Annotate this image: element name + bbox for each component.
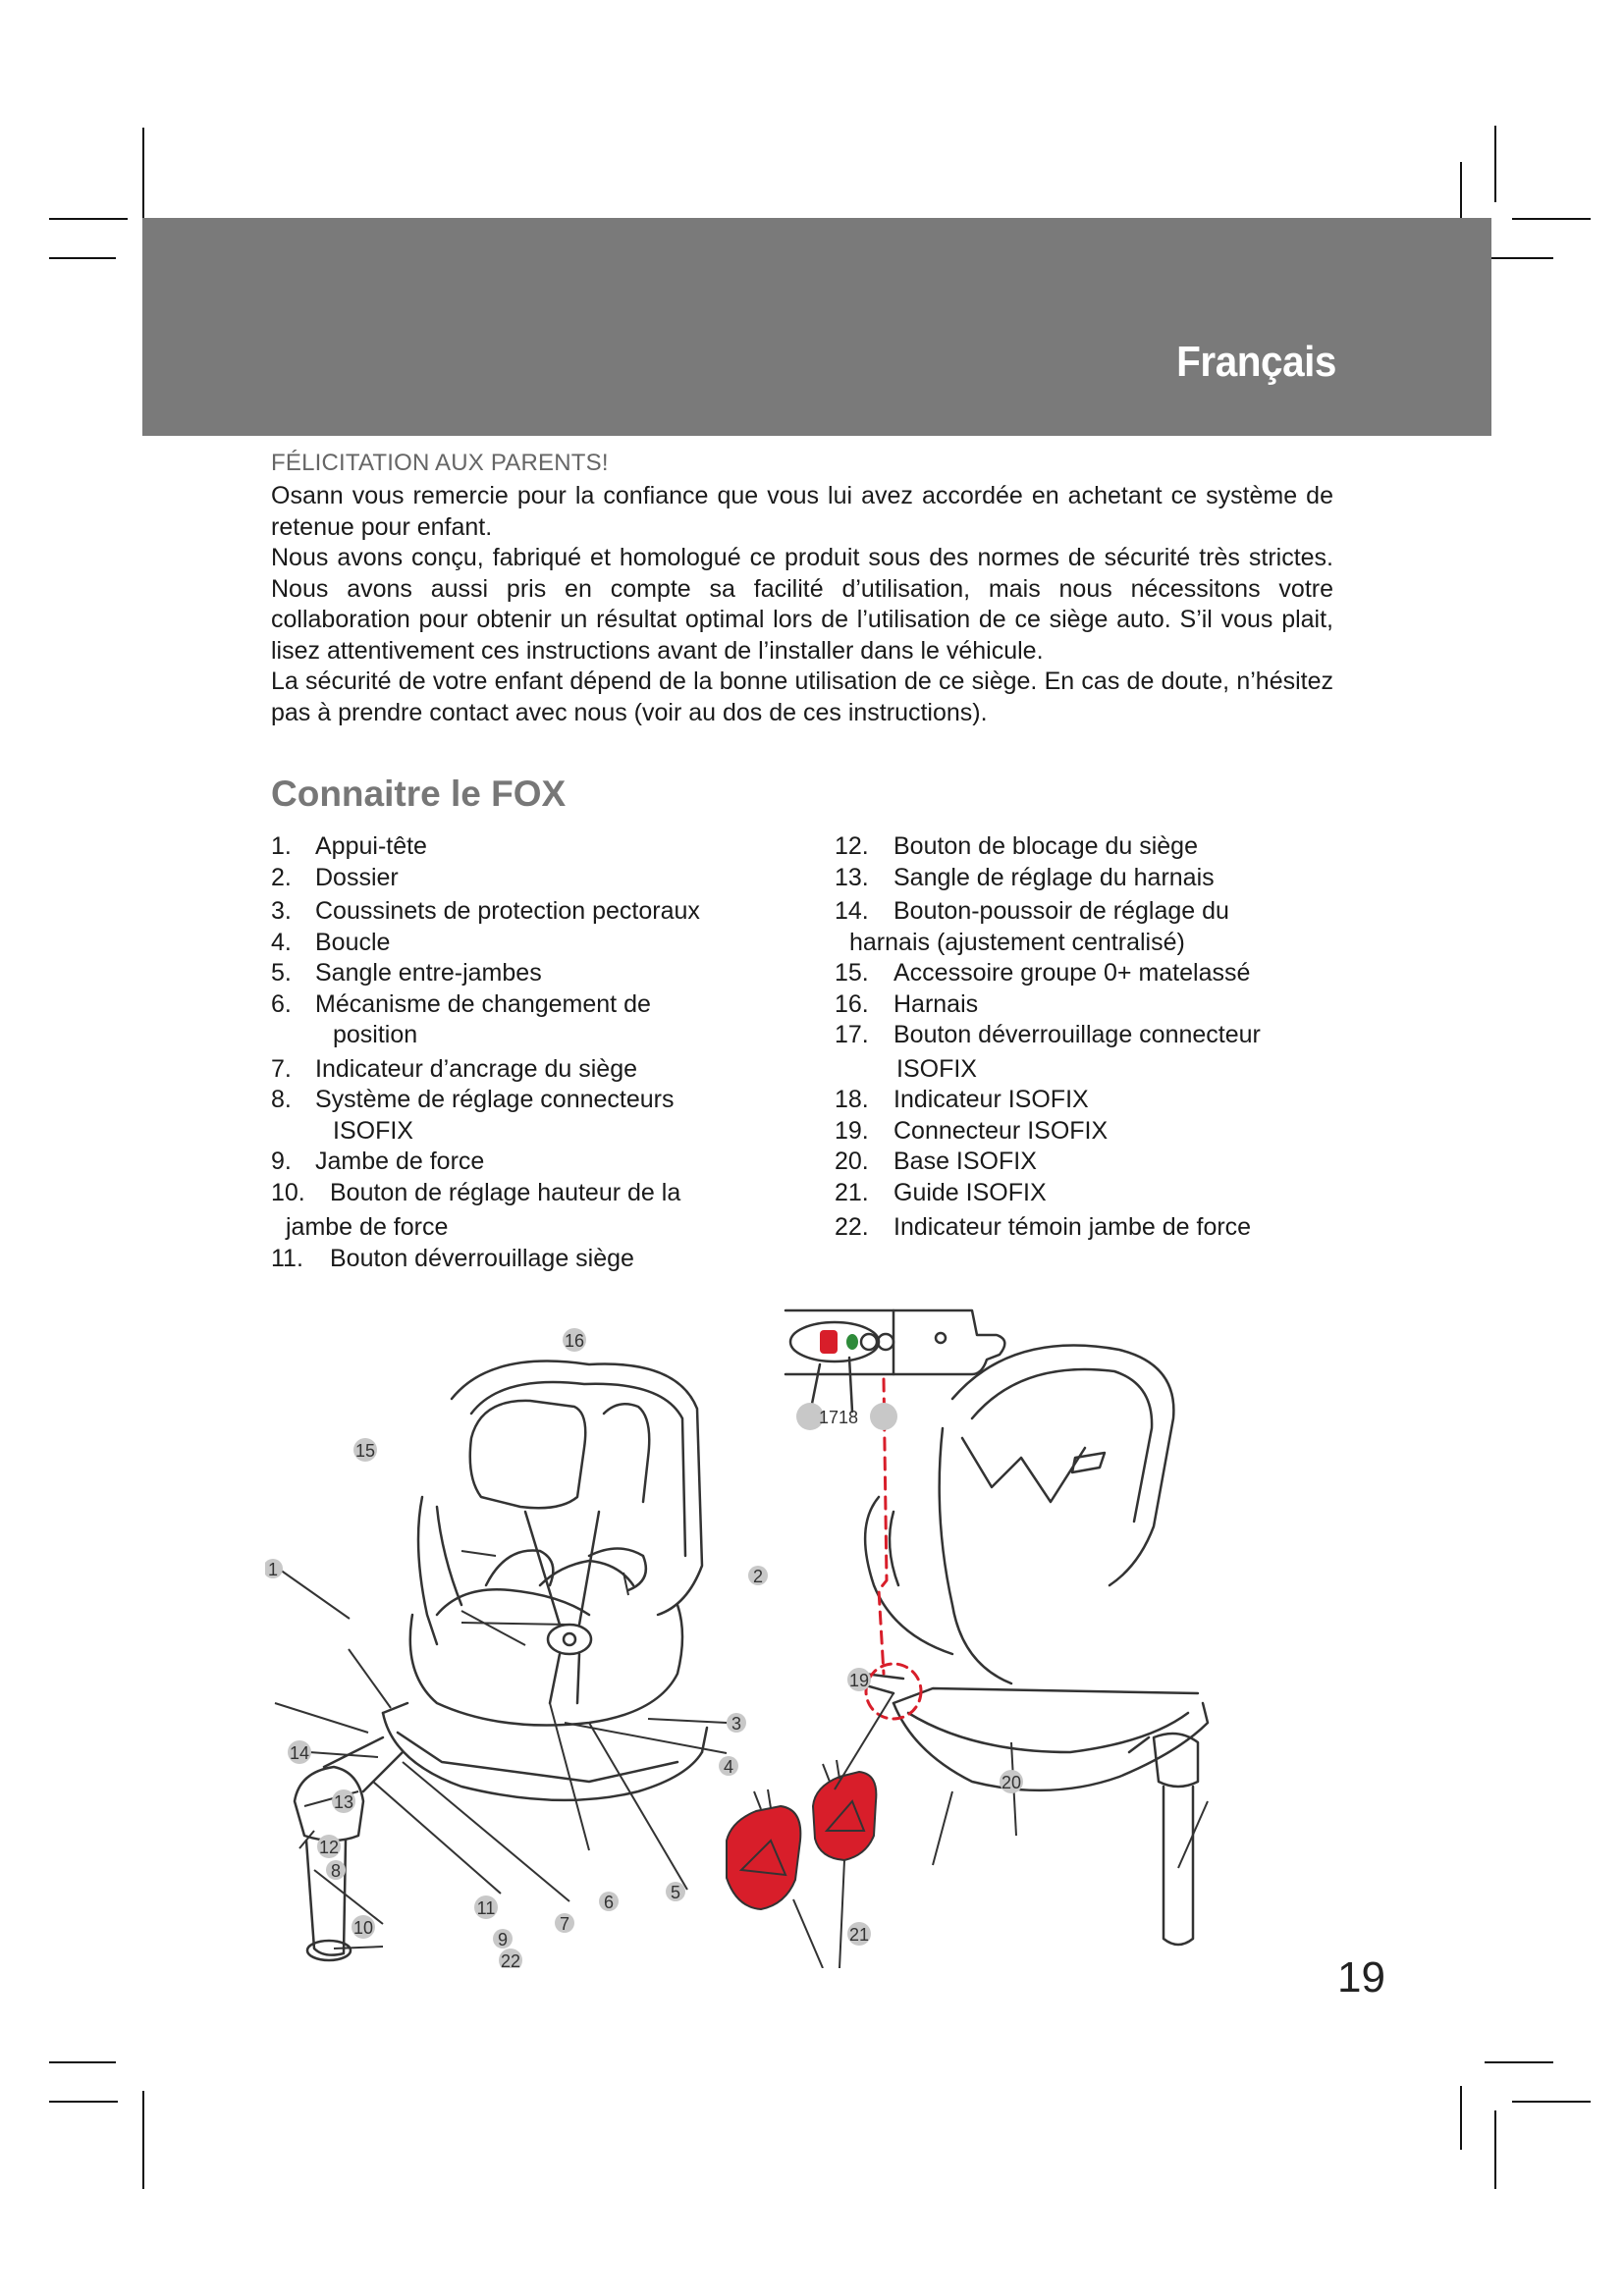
section-title: Connaitre le FOX bbox=[271, 774, 567, 814]
list-item: 1. Appui-tête bbox=[271, 832, 427, 860]
crop-mark bbox=[49, 2101, 118, 2103]
callout-badge bbox=[555, 1913, 574, 1934]
intro-paragraph: Osann vous remercie pour la confiance que vous lui avez accordée en achetant ce système de retenue pour enfant. bbox=[271, 482, 1333, 541]
list-item: 6. Mécanisme de changement de position bbox=[271, 989, 651, 1048]
svg-text:11: 11 bbox=[476, 1898, 496, 1918]
svg-text:15: 15 bbox=[354, 1441, 376, 1461]
intro-heading: FÉLICITATION AUX PARENTS! bbox=[271, 450, 609, 476]
crop-mark bbox=[142, 128, 144, 226]
callout-badge bbox=[727, 1713, 746, 1734]
callout-badge bbox=[474, 1896, 498, 1919]
svg-text:4: 4 bbox=[723, 1757, 734, 1777]
svg-text:14: 14 bbox=[289, 1743, 310, 1763]
callout-badge bbox=[353, 1438, 377, 1462]
list-item: 9. Jambe de force bbox=[271, 1148, 485, 1175]
page-number: 19 bbox=[1337, 1953, 1385, 2002]
callout-badge bbox=[332, 1789, 355, 1813]
callout-badge bbox=[1000, 1770, 1023, 1793]
svg-text:21: 21 bbox=[848, 1925, 870, 1945]
isofix-release-button-red bbox=[820, 1330, 838, 1354]
callout-badge bbox=[493, 1929, 513, 1949]
crop-mark bbox=[49, 257, 116, 259]
car-seat-rear-illustration bbox=[859, 1346, 1208, 1945]
callout-badge bbox=[317, 1835, 341, 1858]
callout-badge bbox=[719, 1756, 738, 1777]
callout-badge bbox=[265, 1559, 283, 1579]
list-item: 20. Base ISOFIX bbox=[835, 1148, 1037, 1175]
callout-badge bbox=[847, 1922, 871, 1946]
list-item: 18. Indicateur ISOFIX bbox=[835, 1086, 1089, 1113]
parts-list-right bbox=[835, 831, 1345, 1244]
list-item: 4. Boucle bbox=[271, 928, 391, 956]
crop-mark bbox=[1494, 126, 1496, 202]
svg-text:6: 6 bbox=[603, 1893, 615, 1912]
list-item: 10. Bouton de réglage hauteur de la jambe de force bbox=[271, 1178, 681, 1241]
crop-mark bbox=[1494, 2110, 1496, 2189]
callout-badge bbox=[666, 1882, 685, 1902]
list-item: 11. Bouton déverrouillage siège bbox=[271, 1244, 634, 1272]
callout-badge bbox=[748, 1566, 768, 1586]
svg-text:20: 20 bbox=[1001, 1773, 1022, 1792]
crop-mark bbox=[1512, 2101, 1591, 2103]
svg-text:2: 2 bbox=[752, 1567, 764, 1586]
callout-badge bbox=[563, 1328, 586, 1352]
parts-list-left bbox=[271, 831, 782, 1274]
list-item: 22. Indicateur témoin jambe de force bbox=[835, 1213, 1252, 1241]
crop-mark bbox=[142, 2091, 144, 2189]
callout-badge bbox=[352, 1915, 375, 1939]
svg-text:10: 10 bbox=[352, 1918, 374, 1938]
svg-text:1718: 1718 bbox=[818, 1408, 859, 1427]
callout-badge bbox=[326, 1860, 346, 1881]
callout-badge bbox=[599, 1892, 619, 1912]
language-title: Français bbox=[1176, 338, 1336, 386]
list-item: 16. Harnais bbox=[835, 989, 979, 1018]
list-item: 8. Système de réglage connecteurs ISOFIX bbox=[271, 1086, 675, 1145]
list-item: 12. Bouton de blocage du siège bbox=[835, 832, 1198, 860]
list-item: 2. Dossier bbox=[271, 863, 399, 891]
svg-text:1: 1 bbox=[267, 1560, 279, 1579]
intro-paragraph: Nous avons conçu, fabriqué et homologué ce produit sous des normes de sécurité très strictes. Nous avons aussi pris en compte sa facilité d’utilisation, mais nous nécessitons votre collaboration pour obtenir un résultat optimal lors de l’utilisation de ce siège auto. S’il vous plait, lisez attentivement ces instructions avant de l’installer dans le véhicule. bbox=[271, 544, 1333, 665]
callout-badge bbox=[288, 1740, 311, 1764]
list-item: 15. Accessoire groupe 0+ matelassé bbox=[835, 959, 1251, 987]
callouts bbox=[265, 1328, 1023, 1968]
crop-mark bbox=[1512, 218, 1591, 220]
svg-text:16: 16 bbox=[564, 1331, 585, 1351]
callout-badge bbox=[847, 1668, 871, 1691]
list-item: 13. Sangle de réglage du harnais bbox=[835, 863, 1215, 891]
callout-badge bbox=[796, 1403, 897, 1430]
list-item: 19. Connecteur ISOFIX bbox=[835, 1116, 1109, 1145]
list-item: 3. Coussinets de protection pectoraux bbox=[271, 897, 700, 925]
svg-text:5: 5 bbox=[670, 1883, 681, 1902]
list-item: 7. Indicateur d’ancrage du siège bbox=[271, 1054, 638, 1083]
list-item: 5. Sangle entre-jambes bbox=[271, 959, 542, 987]
list-item: 21. Guide ISOFIX bbox=[835, 1178, 1047, 1206]
crop-mark bbox=[1485, 2061, 1553, 2063]
intro-section bbox=[271, 450, 1333, 728]
header-band bbox=[142, 218, 1491, 436]
svg-text:19: 19 bbox=[848, 1671, 870, 1690]
svg-text:12: 12 bbox=[318, 1838, 340, 1857]
callout-badge bbox=[499, 1949, 522, 1968]
list-item: 14. Bouton-poussoir de réglage du harnais (ajustement centralisé) bbox=[835, 897, 1229, 956]
svg-text:9: 9 bbox=[497, 1930, 509, 1949]
svg-text:8: 8 bbox=[330, 1861, 342, 1881]
crop-mark bbox=[49, 2061, 116, 2063]
svg-text:7: 7 bbox=[559, 1914, 570, 1934]
list-item: 17. Bouton déverrouillage connecteur ISOFIX bbox=[835, 1021, 1261, 1083]
isofix-connector-detail bbox=[785, 1310, 1004, 1414]
svg-text:3: 3 bbox=[731, 1714, 742, 1734]
intro-paragraph: La sécurité de votre enfant dépend de la bonne utilisation de ce siège. En cas de doute, n’hésitez pas à prendre contact avec nous (voir au dos de ces instructions). bbox=[271, 667, 1333, 726]
crop-mark bbox=[1460, 2086, 1462, 2150]
svg-text:22: 22 bbox=[500, 1951, 521, 1968]
crop-mark bbox=[1460, 162, 1462, 226]
crop-mark bbox=[1485, 257, 1553, 259]
svg-text:13: 13 bbox=[333, 1792, 354, 1812]
car-seat-diagram bbox=[265, 1291, 1326, 1968]
isofix-indicator-green bbox=[846, 1334, 858, 1350]
crop-mark bbox=[49, 218, 128, 220]
